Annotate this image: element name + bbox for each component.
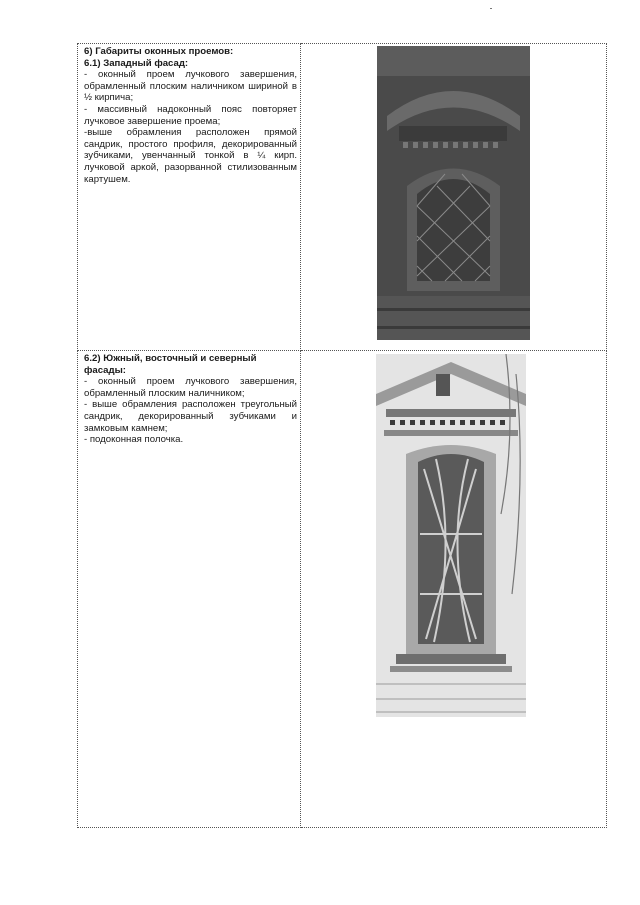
table-row [78,44,607,351]
other-photo-cell [301,351,607,828]
west-window-photo [377,46,530,340]
table-row [78,351,607,828]
list-item: - массивный надоконный пояс повторяет лучковое завершение проема; [84,103,297,127]
list-item: -выше обрамления расположен прямой сандрик, простого профиля, декорированный зубчиками, увенчанный тонкой в ¼ кирп. лучковой аркой, разорванной стилизованным картушем. [84,127,297,185]
other-text-cell [78,351,301,828]
list-item: - подоконная полочка. [84,434,184,446]
scan-speck [490,8,492,9]
west-photo-cell [301,44,607,351]
window-table [77,43,607,828]
west-text-cell [78,44,301,351]
list-item: - выше обрамления расположен треугольный сандрик, декорированный зубчиками и замковым камнем; [84,399,297,434]
south-window-photo [376,354,526,717]
section-heading: 6) Габариты оконных проемов: [84,46,234,57]
list-item: - оконный проем лучкового завершения, обрамленный плоским наличником; [84,376,297,399]
other-facades-title: 6.2) Южный, восточный и северный фасады: [84,353,257,376]
west-facade-title: 6.1) Западный фасад: [84,57,189,69]
list-item: - оконный проем лучкового завершения, обрамленный плоским наличником шириной в ½ кирпича; [84,69,297,104]
